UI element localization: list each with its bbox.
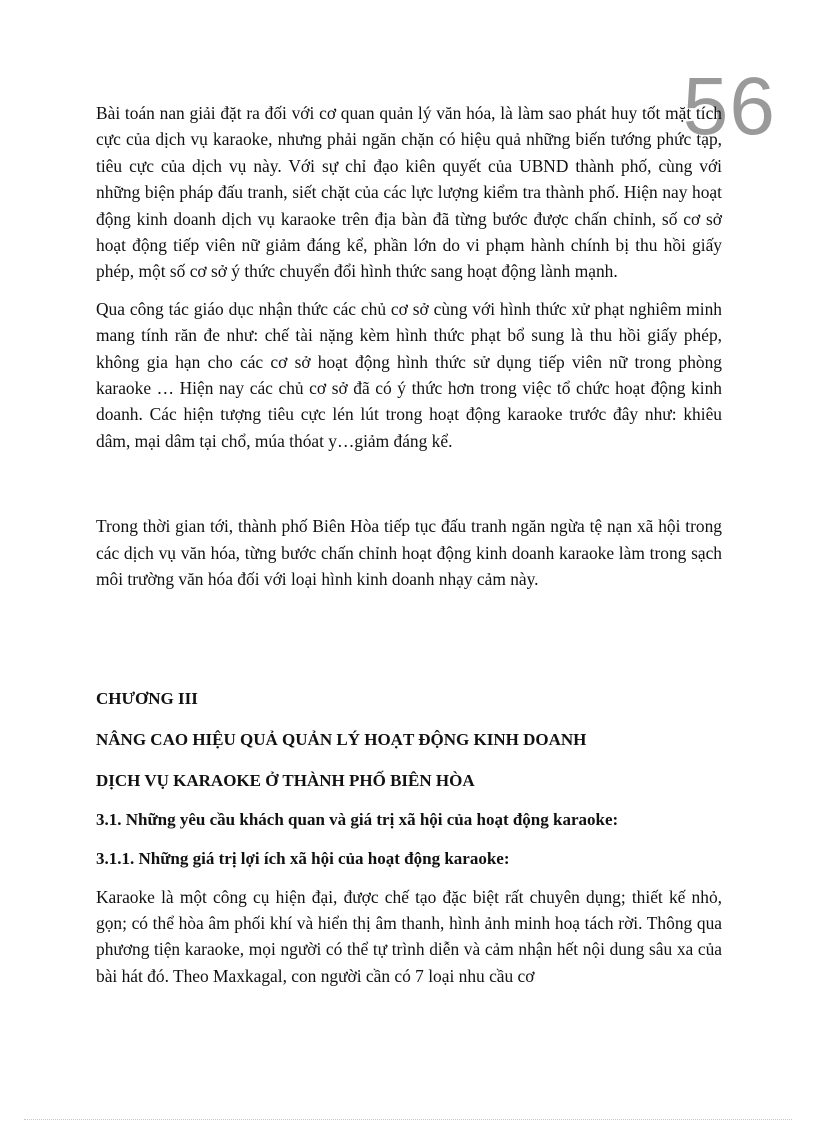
section-heading-3-1-1: 3.1.1. Những giá trị lợi ích xã hội của hoạt động karaoke: [96, 848, 510, 868]
paragraph-karaoke-management-problem: Bài toán nan giải đặt ra đối với cơ quan quản lý văn hóa, là làm sao phát huy tốt mặt tích cực của dịch vụ karaoke, nhưng phải ngăn chặn có hiệu quả những biến tướng phức tạp, tiêu cực của dịch vụ này. Với sự chỉ đạo kiên quyết của UBND thành phố, cùng với những biện pháp đấu tranh, siết chặt của các lực lượng kiểm tra thành phố. Hiện nay hoạt động kinh doanh dịch vụ karaoke trên địa bàn đã từng bước được chấn chỉnh, số cơ sở hoạt động tiếp viên nữ giảm đáng kể, phần lớn do vi phạm hành chính bị thu hồi giấy phép, một số cơ sở ý thức chuyển đổi hình thức sang hoạt động lành mạnh. [96, 103, 722, 282]
chapter-title-line-1: NÂNG CAO HIỆU QUẢ QUẢN LÝ HOẠT ĐỘNG KINH DOANH [96, 729, 587, 749]
paragraph-future-plans: Trong thời gian tới, thành phố Biên Hòa tiếp tục đấu tranh ngăn ngừa tệ nạn xã hội trong các dịch vụ văn hóa, từng bước chấn chỉnh hoạt động kinh doanh karaoke làm trong sạch môi trường văn hóa đối với loại hình kinh doanh nhạy cảm này. [96, 516, 722, 590]
document-body [96, 100, 722, 989]
chapter-heading: CHƯƠNG III [96, 688, 198, 708]
paragraph-karaoke-description: Karaoke là một công cụ hiện đại, được chế tạo đặc biệt rất chuyên dụng; thiết kế nhỏ, gọn; có thể hòa âm phối khí và hiển thị âm thanh, hình ảnh minh hoạ tách rời. Thông qua phương tiện karaoke, mọi người có thể tự trình diễn và cảm nhận hết nội dung sâu xa của bài hát đó. Theo Maxkagal, con người cần có 7 loại nhu cầu cơ [96, 886, 722, 986]
page-bottom-divider [24, 1119, 792, 1120]
page-number: 56 [682, 61, 776, 152]
paragraph-education-and-penalties: Qua công tác giáo dục nhận thức các chủ cơ sở cùng với hình thức xử phạt nghiêm minh mang tính răn đe như: chế tài nặng kèm hình thức phạt bổ sung là thu hồi giấy phép, không gia hạn cho các cơ sở hoạt động hình thức sử dụng tiếp viên nữ trong phòng karaoke … Hiện nay các chủ cơ sở đã có ý thức hơn trong việc tổ chức hoạt động kinh doanh. Các hiện tượng tiêu cực lén lút trong hoạt động karaoke trước đây như: khiêu dâm, mại dâm tại chổ, múa thóat y…giảm đáng kể. [96, 298, 722, 451]
chapter-title-line-2: DỊCH VỤ KARAOKE Ở THÀNH PHỐ BIÊN HÒA [96, 770, 475, 790]
section-heading-3-1: 3.1. Những yêu cầu khách quan và giá trị xã hội của hoạt động karaoke: [96, 809, 619, 829]
